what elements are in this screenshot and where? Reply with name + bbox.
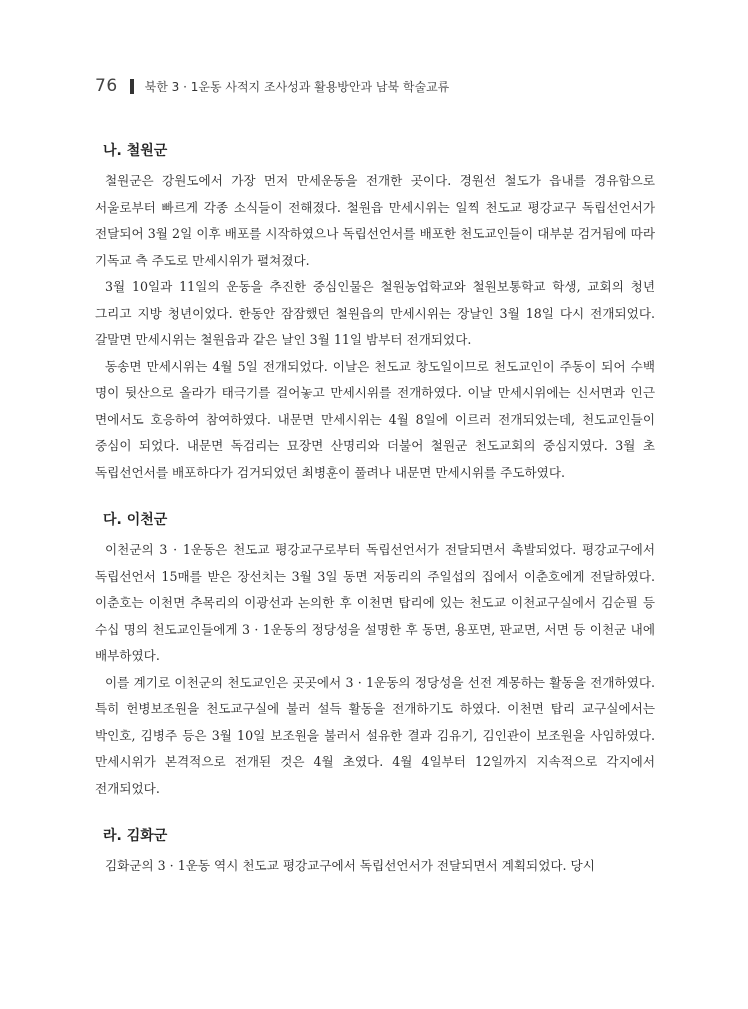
paragraph: 철원군은 강원도에서 가장 먼저 만세운동을 전개한 곳이다. 경원선 철도가 읍내를 경유함으로 서울로부터 빠르게 각종 소식들이 전해졌다. 철원읍 만세시위는 일찍 천도교 평강교구 독립선언서가 전달되어 3월 2일 이후 배포를 시작하였으나 독립선언서를 배포한 천도교인들이 대부분 검거됨에 따라 기독교 측 주도로 만세시위가 펼쳐졌다. [95, 173, 655, 268]
paragraph: 3월 10일과 11일의 운동을 추진한 중심인물은 철원농업학교와 철원보통학교 학생, 교회의 청년 그리고 지방 청년이었다. 한동안 잠잠했던 철원읍의 만세시위는 장날인 3월 18일 다시 전개되었다. 갈말면 만세시위는 철원읍과 같은 날인 3월 11일 밤부터 전개되었다. [95, 279, 655, 347]
section-cheorwon [95, 140, 655, 486]
section-heading: 나. 철원군 [103, 143, 168, 159]
section-heading: 라. 김화군 [103, 828, 168, 844]
section-gimhwa [95, 825, 655, 880]
paragraph: 김화군의 3 · 1운동 역시 천도교 평강교구에서 독립선언서가 전달되면서 계획되었다. 당시 [105, 858, 595, 873]
running-title: 북한 3 · 1운동 사적지 조사성과 활용방안과 남북 학술교류 [144, 79, 450, 94]
paragraph: 동송면 만세시위는 4월 5일 전개되었다. 이날은 천도교 창도일이므로 천도교인이 주동이 되어 수백 명이 뒷산으로 올라가 태극기를 걸어놓고 만세시위를 전개하였다. 이날 만세시위에는 신서면과 인근 면에서도 호응하여 참여하였다. 내문면 만세시위는 4월 8일에 이르러 전개되었는데, 천도교인들이 중심이 되었다. 내문면 독검리는 묘장면 산명리와 더불어 철원군 천도교회의 중심지였다. 3월 초 독립선언서를 배포하다가 검거되었던 최병훈이 풀려나 내문면 만세시위를 주도하였다. [95, 358, 655, 480]
paragraph: 이를 계기로 이천군의 천도교인은 곳곳에서 3 · 1운동의 정당성을 선전 계몽하는 활동을 전개하였다. 특히 헌병보조원을 천도교구실에 불러 설득 활동을 전개하기도 하였다. 이천면 탑리 교구실에서는 박인호, 김병주 등은 3월 10일 보조원을 불러서 설유한 결과 김유기, 김인관이 보조원을 사임하였다. 만세시위가 본격적으로 전개된 것은 4월 초였다. 4월 4일부터 12일까지 지속적으로 각지에서 전개되었다. [95, 674, 655, 796]
header-divider-bar [130, 79, 134, 94]
running-header [95, 72, 449, 100]
paragraph: 이천군의 3 · 1운동은 천도교 평강교구로부터 독립선언서가 전달되면서 촉발되었다. 평강교구에서 독립선언서 15매를 받은 장선치는 3월 3일 동면 저동리의 주일섭의 집에서 이춘호에게 전달하였다. 이춘호는 이천면 추목리의 이광선과 논의한 후 이천면 탑리에 있는 천도교 이천교구실에서 김순필 등 수십 명의 천도교인들에게 3 · 1운동의 정당성을 설명한 후 동면, 용포면, 판교면, 서면 등 이천군 내에 배부하였다. [95, 542, 655, 663]
page-body [95, 140, 655, 903]
section-icheon [95, 509, 655, 802]
section-heading: 다. 이천군 [103, 512, 168, 528]
page-number: 76 [95, 76, 118, 96]
